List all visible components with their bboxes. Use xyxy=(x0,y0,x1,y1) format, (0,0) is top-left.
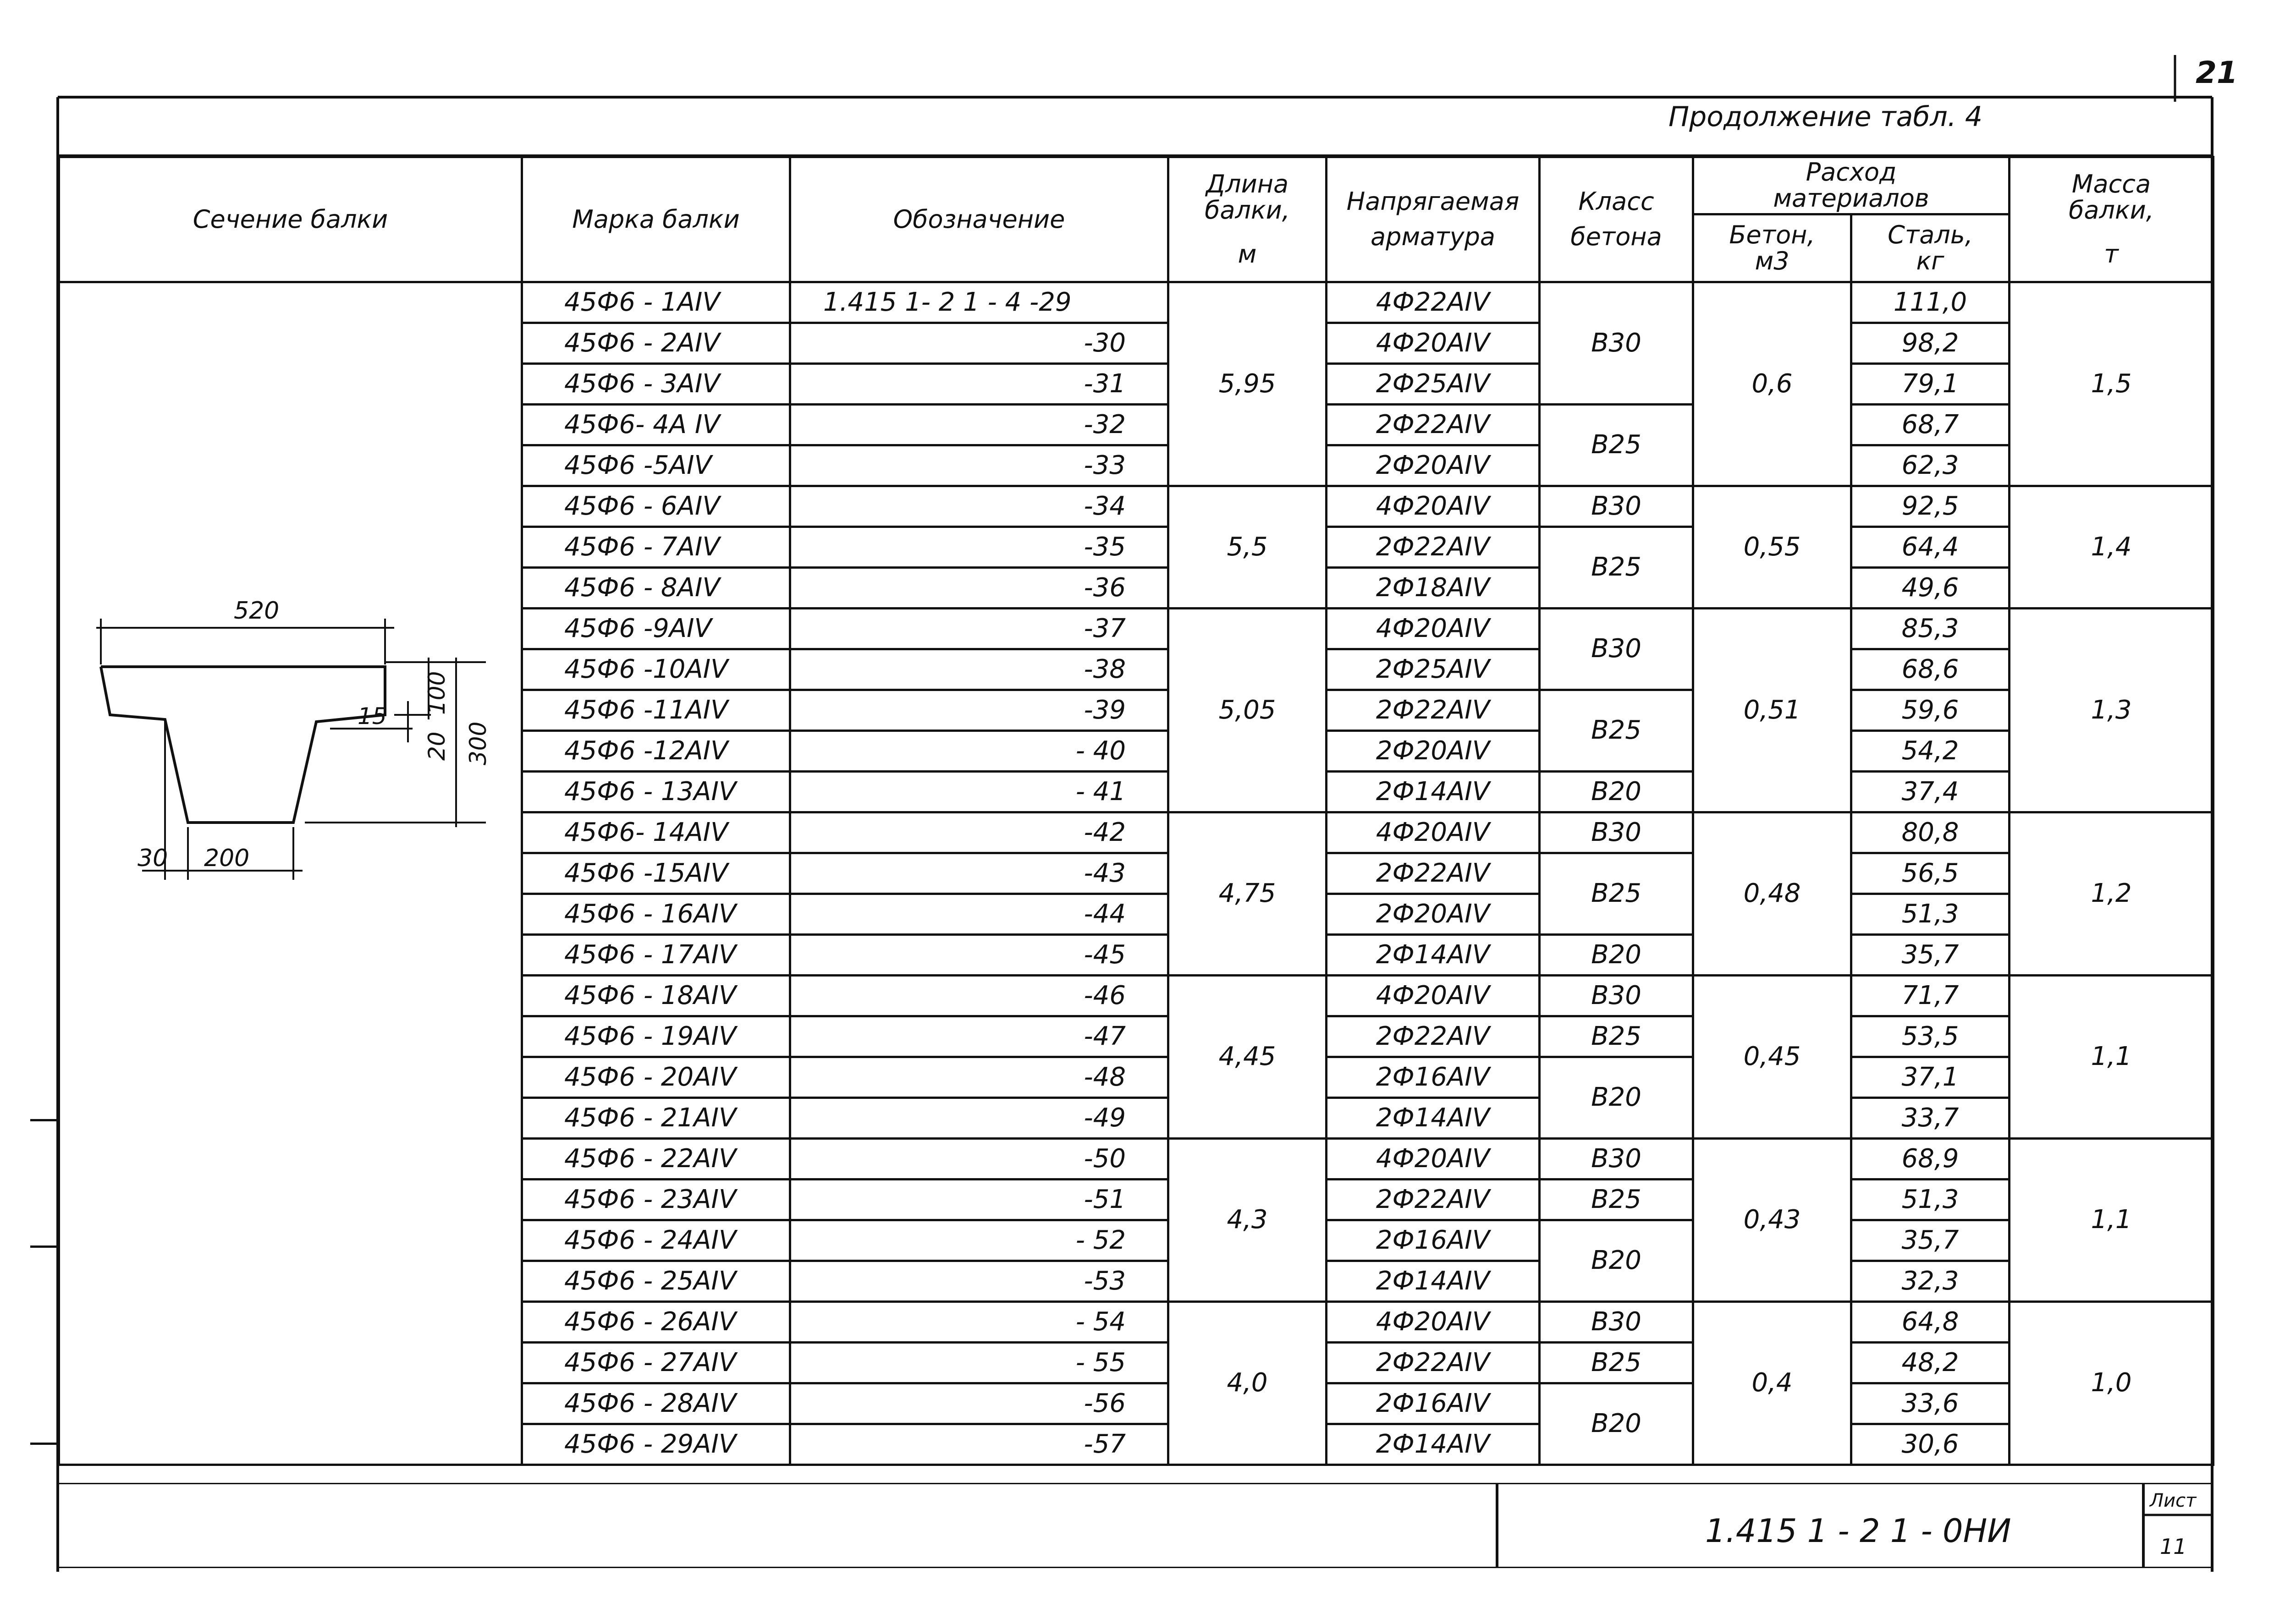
beam-mark: 45Ф6 -12AIV xyxy=(522,731,790,772)
header-concrete-volume-unit: м3 xyxy=(1755,246,1789,275)
concrete-class: В20 xyxy=(1540,1057,1693,1139)
designation: -45 xyxy=(790,935,1168,976)
beam-mass: 1,1 xyxy=(2010,1139,2213,1302)
designation: -57 xyxy=(790,1424,1168,1465)
beam-mass: 1,5 xyxy=(2010,282,2213,486)
designation: -48 xyxy=(790,1057,1168,1098)
beam-mark: 45Ф6 - 17AIV xyxy=(522,935,790,976)
steel-mass: 64,8 xyxy=(1851,1302,2010,1343)
rebar: 2Ф22AIV xyxy=(1327,405,1540,445)
designation: - 55 xyxy=(790,1343,1168,1383)
rebar: 2Ф22AIV xyxy=(1327,690,1540,731)
steel-mass: 49,6 xyxy=(1851,568,2010,609)
designation: -35 xyxy=(790,527,1168,568)
beam-mark: 45Ф6 - 6AIV xyxy=(522,486,790,527)
rebar: 4Ф20AIV xyxy=(1327,976,1540,1016)
designation: - 40 xyxy=(790,731,1168,772)
beam-length: 4,45 xyxy=(1168,976,1327,1139)
steel-mass: 35,7 xyxy=(1851,1220,2010,1261)
beam-length: 5,5 xyxy=(1168,486,1327,609)
header-rebar xyxy=(1327,157,1540,282)
rebar: 2Ф25AIV xyxy=(1327,364,1540,405)
header-concrete-line2: бетона xyxy=(1570,222,1662,251)
beam-mark: 45Ф6 - 13AIV xyxy=(522,772,790,812)
steel-mass: 32,3 xyxy=(1851,1261,2010,1302)
beam-outline xyxy=(101,667,385,823)
sheet-label: Лист xyxy=(2150,1490,2197,1511)
steel-mass: 111,0 xyxy=(1851,282,2010,323)
steel-mass: 92,5 xyxy=(1851,486,2010,527)
steel-mass: 37,4 xyxy=(1851,772,2010,812)
beam-mark: 45Ф6 - 24AIV xyxy=(522,1220,790,1261)
page-number: 21 xyxy=(2196,55,2238,90)
beam-mark: 45Ф6 - 20AIV xyxy=(522,1057,790,1098)
beam-length: 4,0 xyxy=(1168,1302,1327,1465)
beam-mark: 45Ф6 - 1AIV xyxy=(522,282,790,323)
steel-mass: 48,2 xyxy=(1851,1343,2010,1383)
header-concrete-line1: Класс xyxy=(1578,187,1654,216)
beam-mass: 1,0 xyxy=(2010,1302,2213,1465)
dim-chamfer: 20 xyxy=(424,731,450,761)
document-code: 1.415 1 - 2 1 - 0НИ xyxy=(1705,1512,2011,1550)
beam-mass: 1,4 xyxy=(2010,486,2213,609)
header-designation: Обозначение xyxy=(790,157,1168,282)
rebar: 2Ф14AIV xyxy=(1327,772,1540,812)
beam-mark: 45Ф6 - 3AIV xyxy=(522,364,790,405)
header-rebar-line1: Напрягаемая xyxy=(1346,187,1520,216)
dim-height: 300 xyxy=(465,721,491,765)
beam-mark: 45Ф6 - 19AIV xyxy=(522,1016,790,1057)
steel-mass: 68,7 xyxy=(1851,405,2010,445)
steel-mass: 79,1 xyxy=(1851,364,2010,405)
steel-mass: 56,5 xyxy=(1851,853,2010,894)
steel-mass: 51,3 xyxy=(1851,1180,2010,1220)
concrete-volume: 0,55 xyxy=(1693,486,1851,609)
steel-mass: 62,3 xyxy=(1851,445,2010,486)
beam-mark: 45Ф6 -11AIV xyxy=(522,690,790,731)
designation: -31 xyxy=(790,364,1168,405)
beam-mark: 45Ф6 -5AIV xyxy=(522,445,790,486)
steel-mass: 51,3 xyxy=(1851,894,2010,935)
beam-mark: 45Ф6- 4A IV xyxy=(522,405,790,445)
concrete-class: В25 xyxy=(1540,1343,1693,1383)
beam-mark: 45Ф6 - 7AIV xyxy=(522,527,790,568)
margin-tick xyxy=(30,1245,58,1248)
concrete-volume: 0,48 xyxy=(1693,812,1851,976)
beam-mark: 45Ф6 - 26AIV xyxy=(522,1302,790,1343)
rebar: 2Ф14AIV xyxy=(1327,1424,1540,1465)
header-consumption-line2: материалов xyxy=(1773,184,1929,213)
concrete-class: В25 xyxy=(1540,527,1693,609)
dim-step: 15 xyxy=(358,703,387,730)
beam-length: 5,95 xyxy=(1168,282,1327,486)
beam-length: 4,3 xyxy=(1168,1139,1327,1302)
header-length-line2: балки, xyxy=(1205,195,1290,225)
beam-mark: 45Ф6 - 25AIV xyxy=(522,1261,790,1302)
designation: -33 xyxy=(790,445,1168,486)
header-mass-line1: Масса xyxy=(2071,169,2151,198)
header-length xyxy=(1168,157,1327,282)
concrete-class: В25 xyxy=(1540,405,1693,486)
concrete-class: В25 xyxy=(1540,690,1693,772)
rebar: 4Ф20AIV xyxy=(1327,1139,1540,1180)
header-consumption-line1: Расход xyxy=(1806,158,1897,187)
margin-tick xyxy=(30,1119,58,1121)
designation: - 52 xyxy=(790,1220,1168,1261)
beam-mark: 45Ф6 - 28AIV xyxy=(522,1383,790,1424)
steel-mass: 37,1 xyxy=(1851,1057,2010,1098)
rebar: 2Ф22AIV xyxy=(1327,527,1540,568)
steel-mass: 33,7 xyxy=(1851,1098,2010,1139)
beam-mark: 45Ф6 - 27AIV xyxy=(522,1343,790,1383)
header-steel-label: Сталь, xyxy=(1888,220,1973,249)
rebar: 2Ф18AIV xyxy=(1327,568,1540,609)
concrete-volume: 0,51 xyxy=(1693,609,1851,812)
steel-mass: 35,7 xyxy=(1851,935,2010,976)
designation: 1.415 1- 2 1 - 4 -29 xyxy=(790,282,1168,323)
header-consumption xyxy=(1693,157,2010,214)
concrete-class: В20 xyxy=(1540,935,1693,976)
table-row xyxy=(59,282,2213,323)
header-concrete-volume-label: Бетон, xyxy=(1729,220,1815,249)
rebar: 2Ф16AIV xyxy=(1327,1383,1540,1424)
beam-section-drawing xyxy=(73,591,513,903)
beam-mark: 45Ф6 - 21AIV xyxy=(522,1098,790,1139)
beam-mark: 45Ф6- 14AIV xyxy=(522,812,790,853)
designation: -32 xyxy=(790,405,1168,445)
header-section: Сечение балки xyxy=(59,157,522,282)
designation: -36 xyxy=(790,568,1168,609)
concrete-class: В30 xyxy=(1540,976,1693,1016)
concrete-volume: 0,6 xyxy=(1693,282,1851,486)
designation: - 54 xyxy=(790,1302,1168,1343)
designation: -49 xyxy=(790,1098,1168,1139)
beam-mark: 45Ф6 - 2AIV xyxy=(522,323,790,364)
rebar: 4Ф20AIV xyxy=(1327,812,1540,853)
concrete-volume: 0,43 xyxy=(1693,1139,1851,1302)
concrete-class: В30 xyxy=(1540,282,1693,405)
designation: -44 xyxy=(790,894,1168,935)
steel-mass: 30,6 xyxy=(1851,1424,2010,1465)
header-steel-unit: кг xyxy=(1916,246,1944,275)
concrete-class: В30 xyxy=(1540,812,1693,853)
concrete-class: В20 xyxy=(1540,772,1693,812)
rebar: 2Ф22AIV xyxy=(1327,1180,1540,1220)
dim-bottom-width: 200 xyxy=(204,845,250,872)
designation: -51 xyxy=(790,1180,1168,1220)
concrete-class: В25 xyxy=(1540,1016,1693,1057)
steel-mass: 59,6 xyxy=(1851,690,2010,731)
rebar: 2Ф25AIV xyxy=(1327,649,1540,690)
beam-length: 4,75 xyxy=(1168,812,1327,976)
designation: -37 xyxy=(790,609,1168,649)
header-mass-line2: балки, xyxy=(2069,195,2154,225)
rebar: 2Ф22AIV xyxy=(1327,853,1540,894)
concrete-class: В25 xyxy=(1540,853,1693,935)
designation: -47 xyxy=(790,1016,1168,1057)
steel-mass: 68,9 xyxy=(1851,1139,2010,1180)
rebar: 4Ф20AIV xyxy=(1327,609,1540,649)
designation: -53 xyxy=(790,1261,1168,1302)
dim-top-width: 520 xyxy=(234,597,280,625)
steel-mass: 33,6 xyxy=(1851,1383,2010,1424)
concrete-class: В25 xyxy=(1540,1180,1693,1220)
rebar: 2Ф20AIV xyxy=(1327,894,1540,935)
dim-flange: 100 xyxy=(424,671,450,715)
header-mass-unit: т xyxy=(2104,240,2119,269)
steel-mass: 68,6 xyxy=(1851,649,2010,690)
steel-mass: 98,2 xyxy=(1851,323,2010,364)
rebar: 2Ф22AIV xyxy=(1327,1343,1540,1383)
designation: -30 xyxy=(790,323,1168,364)
beam-mark: 45Ф6 - 29AIV xyxy=(522,1424,790,1465)
sheet-number: 11 xyxy=(2160,1534,2187,1559)
steel-mass: 64,4 xyxy=(1851,527,2010,568)
designation: - 41 xyxy=(790,772,1168,812)
header-concrete xyxy=(1540,157,1693,282)
concrete-class: В30 xyxy=(1540,609,1693,690)
steel-mass: 53,5 xyxy=(1851,1016,2010,1057)
beam-mass: 1,3 xyxy=(2010,609,2213,812)
concrete-class: В30 xyxy=(1540,486,1693,527)
header-mark: Марка балки xyxy=(522,157,790,282)
rebar: 2Ф16AIV xyxy=(1327,1057,1540,1098)
beam-mark: 45Ф6 - 18AIV xyxy=(522,976,790,1016)
beam-mark: 45Ф6 - 8AIV xyxy=(522,568,790,609)
designation: -56 xyxy=(790,1383,1168,1424)
beam-mass: 1,1 xyxy=(2010,976,2213,1139)
designation: -34 xyxy=(790,486,1168,527)
rebar: 2Ф20AIV xyxy=(1327,445,1540,486)
beam-mark: 45Ф6 -15AIV xyxy=(522,853,790,894)
designation: -46 xyxy=(790,976,1168,1016)
designation: -42 xyxy=(790,812,1168,853)
header-rebar-line2: арматура xyxy=(1371,222,1495,251)
concrete-volume: 0,45 xyxy=(1693,976,1851,1139)
steel-mass: 71,7 xyxy=(1851,976,2010,1016)
beam-mark: 45Ф6 -10AIV xyxy=(522,649,790,690)
rebar: 4Ф20AIV xyxy=(1327,323,1540,364)
rebar: 4Ф20AIV xyxy=(1327,486,1540,527)
steel-mass: 54,2 xyxy=(1851,731,2010,772)
header-concrete-volume xyxy=(1693,214,1851,282)
concrete-class: В20 xyxy=(1540,1383,1693,1465)
concrete-volume: 0,4 xyxy=(1693,1302,1851,1465)
header-steel xyxy=(1851,214,2010,282)
beam-mark: 45Ф6 - 23AIV xyxy=(522,1180,790,1220)
margin-tick xyxy=(30,1443,58,1445)
steel-mass: 80,8 xyxy=(1851,812,2010,853)
rebar: 2Ф14AIV xyxy=(1327,935,1540,976)
designation: -39 xyxy=(790,690,1168,731)
rebar: 2Ф14AIV xyxy=(1327,1098,1540,1139)
header-length-unit: м xyxy=(1238,240,1257,269)
beam-mark: 45Ф6 -9AIV xyxy=(522,609,790,649)
header-length-line1: Длина xyxy=(1206,169,1289,198)
rebar: 2Ф22AIV xyxy=(1327,1016,1540,1057)
dim-taper: 30 xyxy=(138,845,168,872)
beam-mass: 1,2 xyxy=(2010,812,2213,976)
concrete-class: В30 xyxy=(1540,1302,1693,1343)
concrete-class: В20 xyxy=(1540,1220,1693,1302)
steel-mass: 85,3 xyxy=(1851,609,2010,649)
beam-mark: 45Ф6 - 16AIV xyxy=(522,894,790,935)
table-caption: Продолжение табл. 4 xyxy=(1668,101,1983,133)
rebar: 4Ф22AIV xyxy=(1327,282,1540,323)
rebar: 2Ф20AIV xyxy=(1327,731,1540,772)
rebar: 2Ф16AIV xyxy=(1327,1220,1540,1261)
beam-length: 5,05 xyxy=(1168,609,1327,812)
designation: -38 xyxy=(790,649,1168,690)
beam-mark: 45Ф6 - 22AIV xyxy=(522,1139,790,1180)
header-mass xyxy=(2010,157,2213,282)
rebar: 2Ф14AIV xyxy=(1327,1261,1540,1302)
designation: -43 xyxy=(790,853,1168,894)
concrete-class: В30 xyxy=(1540,1139,1693,1180)
rebar: 4Ф20AIV xyxy=(1327,1302,1540,1343)
designation: -50 xyxy=(790,1139,1168,1180)
